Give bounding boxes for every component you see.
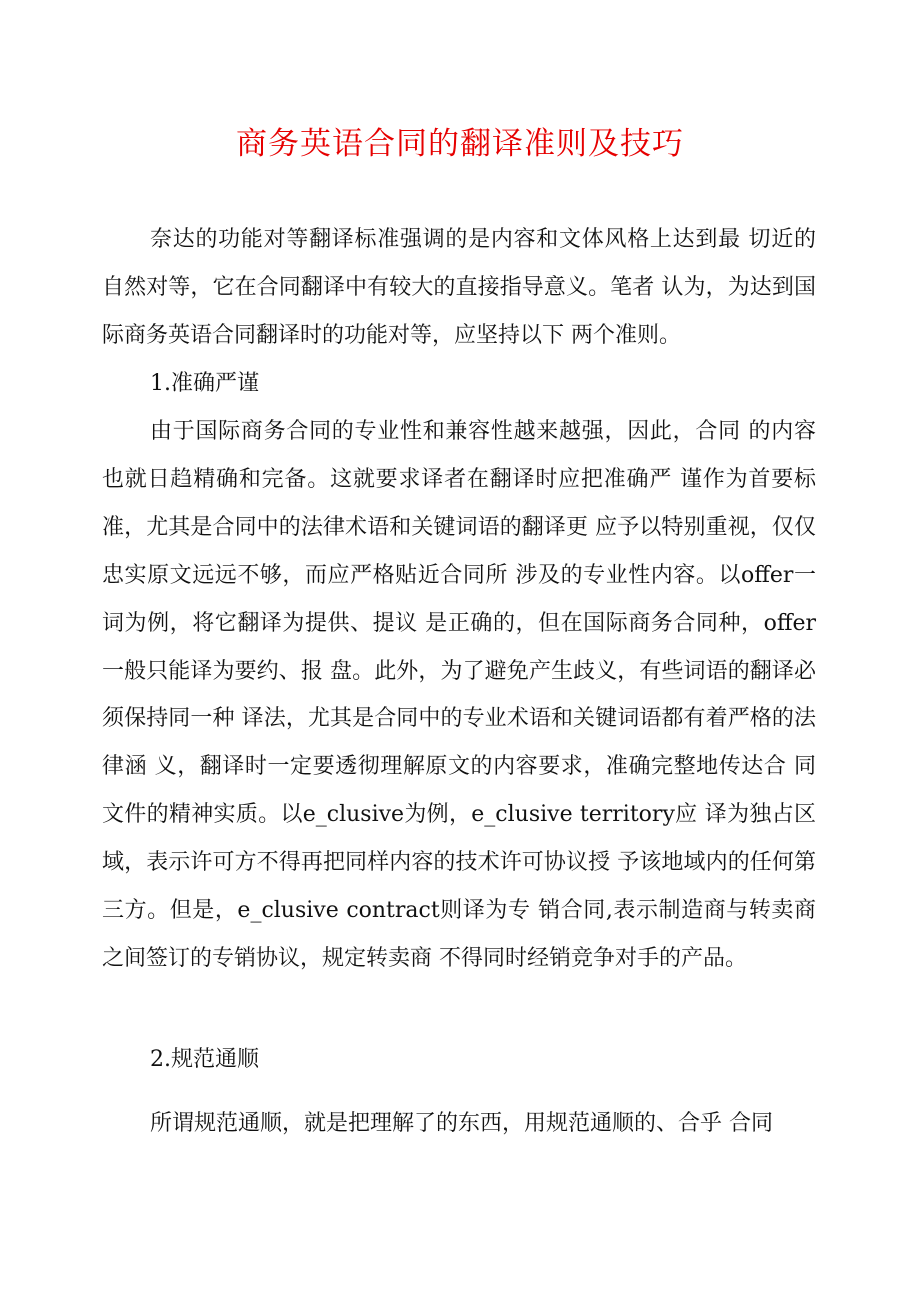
section-heading-accuracy: 1.准确严谨 (150, 371, 259, 396)
paragraph-fluency: 所谓规范通顺，就是把理解了的东西，用规范通顺的、合乎 合同 (150, 1111, 773, 1136)
section-heading-fluency: 2.规范通顺 (150, 1047, 259, 1072)
paragraph-accuracy: 由于国际商务合同的专业性和兼容性越来越强，因此，合同 的内容也就日趋精确和完备。这就要求译者在翻译时应把准确严 谨作为首要标准，尤其是合同中的法律术语和关键词语的翻译更 应予以特别重视，仅仅忠实原文远远不够，而应严格贴近合同所 涉及的专业性内容。以offer一词为例，将它翻译为提供、提议 是正确的，但在国际商务合同种，offer一般只能译为要约、报 盘。此外，为了避免产生歧义，有些词语的翻译必须保持同一种 译法，尤其是合同中的专业术语和关键词语都有着严格的法律涵 义，翻译时一定要透彻理解原文的内容要求，准确完整地传达合 同文件的精神实质。以e_clusive为例，e_clusive territory应 译为独占区域，表示许可方不得再把同样内容的技术许可协议授 予该地域内的任何第三方。但是，e_clusive contract则译为专 销合同,表示制造商与转卖商之间签订的专销协议，规定转卖商 不得同时经销竞争对手的产品。 (102, 419, 816, 971)
paragraph-intro: 奈达的功能对等翻译标准强调的是内容和文体风格上达到最 切近的自然对等，它在合同翻译中有较大的直接指导意义。笔者 认为，为达到国际商务英语合同翻译时的功能对等，应坚持以下 两个准则。 (102, 227, 816, 348)
document-title: 商务英语合同的翻译准则及技巧 (236, 126, 684, 162)
